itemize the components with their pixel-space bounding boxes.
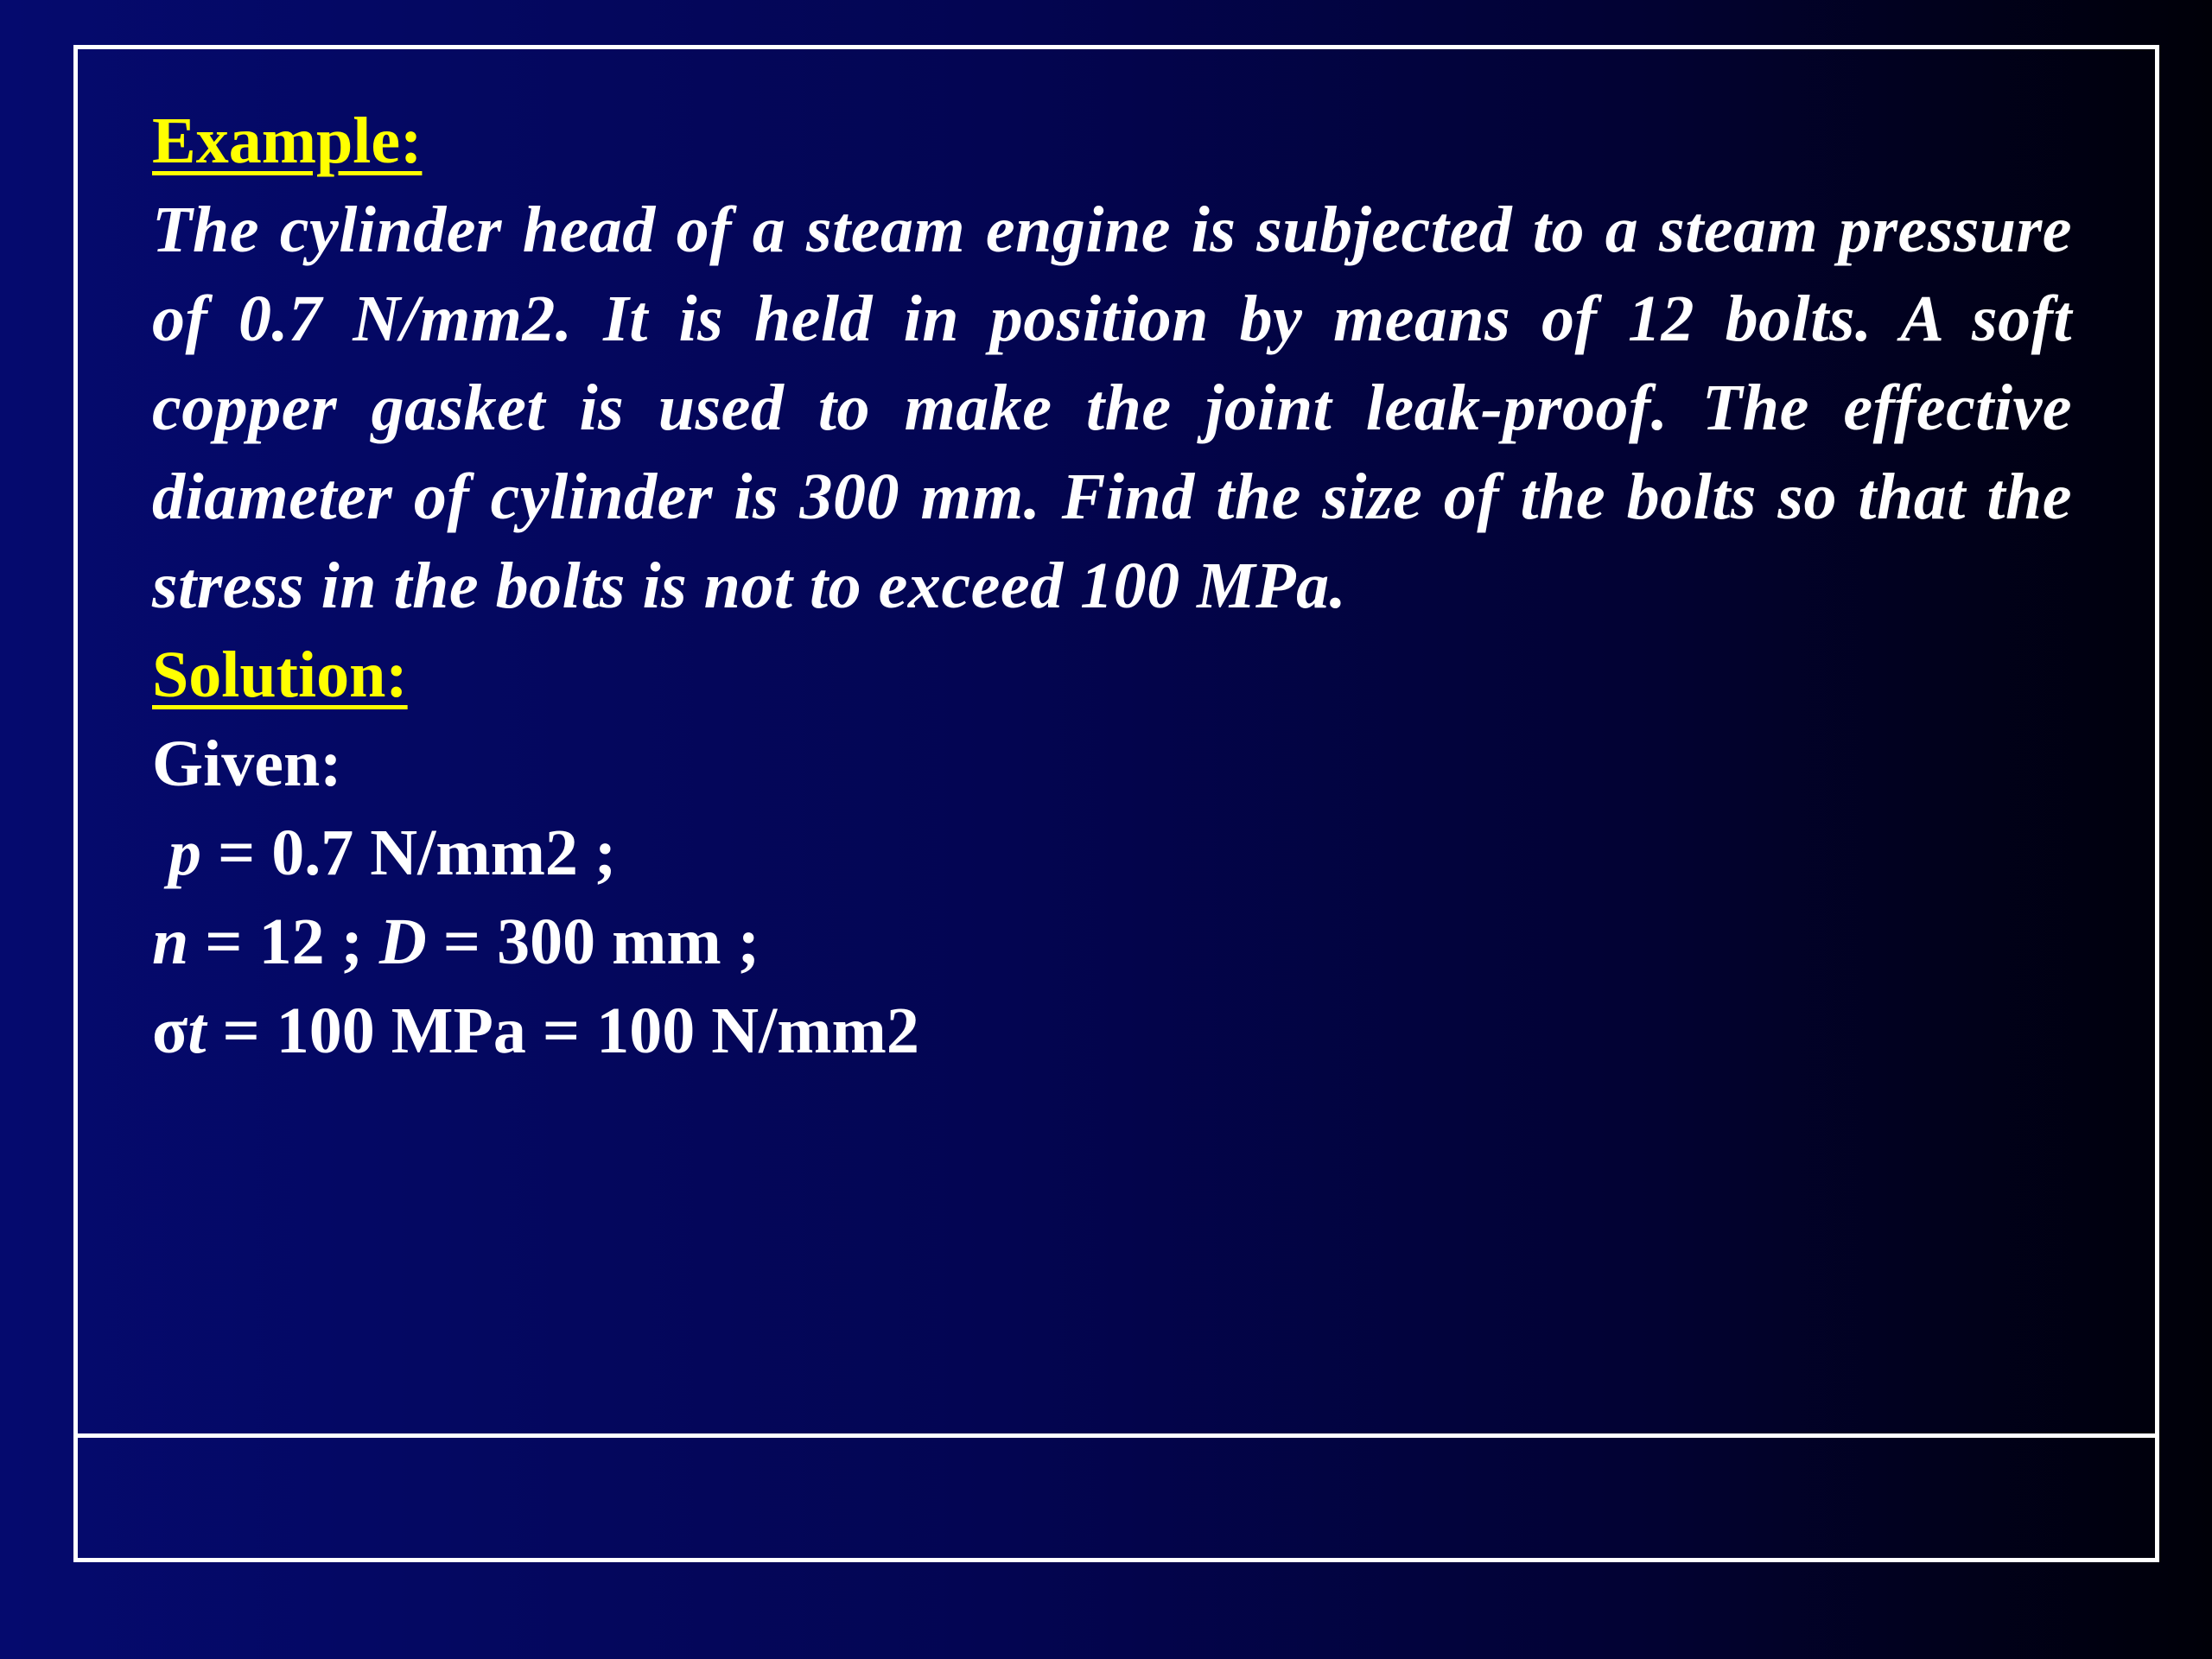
solution-heading: Solution: [152,639,408,711]
var-D: D [378,906,427,978]
given-stress [152,987,2072,1076]
var-n: n [152,906,189,978]
given-pressure [152,809,2072,898]
given-label: Given: [152,728,342,800]
sigma-symbol: σ [152,995,188,1067]
bolt-count-value: = 12 ; [188,906,379,978]
stress-value: = 100 MPa = 100 N/mm2 [206,995,919,1067]
example-heading: Example: [152,105,423,177]
problem-statement: The cylinder head of a steam engine is subjected to a steam pressure of 0.7 N/mm2. It is held in position by means of 12 bolts. A soft copper gasket is used to make the joint leak-proof. The effective diameter of cylinder is 300 mm. Find the size of the bolts so that the stress in the bolts is not to exceed 100 MPa. [152,194,2072,622]
diameter-value: = 300 mm ; [426,906,760,978]
var-p: p [168,817,201,889]
slide-content [152,97,2072,1076]
pressure-value: = 0.7 N/mm2 ; [201,817,617,889]
var-t: t [188,995,207,1067]
given-bolts-diameter [152,898,2072,987]
footer-band [78,1438,2155,1558]
